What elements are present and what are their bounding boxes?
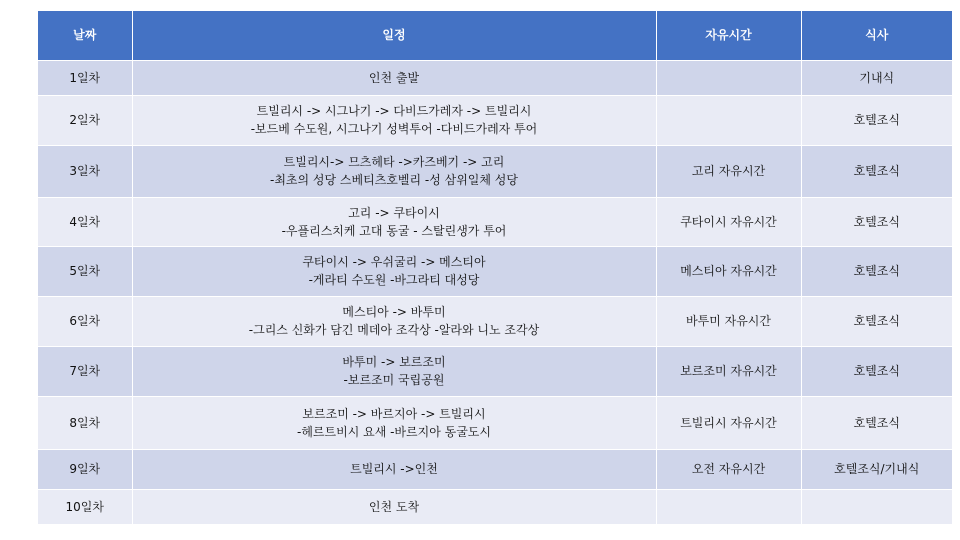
header-row [38, 11, 952, 60]
schedule-line: -보르조미 국립공원 [343, 373, 445, 387]
free-time-cell: 바투미 자유시간 [656, 296, 801, 346]
meal-cell: 호텔조식 [801, 197, 952, 246]
schedule-cell [132, 197, 656, 246]
meal-cell [801, 489, 952, 524]
schedule-line: 고리 -> 쿠타이시 [348, 205, 440, 220]
schedule-line: 메스티아 -> 바투미 [342, 305, 446, 319]
table-header [38, 11, 952, 60]
table-row [38, 246, 952, 296]
meal-cell: 호텔조식 [801, 246, 952, 296]
schedule-line: -보드베 수도원, 시그나기 성벽투어 -다비드가레자 투어 [250, 122, 538, 136]
day-cell: 9일차 [38, 449, 132, 489]
free-time-cell: 고리 자유시간 [656, 145, 801, 197]
schedule-cell [132, 145, 656, 197]
free-time-cell: 트빌리시 자유시간 [656, 396, 801, 449]
schedule-line: 트빌리시 -> 시그나기 -> 다비드가레자 -> 트빌리시 [256, 104, 532, 118]
schedule-line: 인천 출발 [368, 70, 420, 85]
schedule-line: 쿠타이시 -> 우쉬굴리 -> 메스티아 [302, 255, 486, 269]
schedule-line: -최초의 성당 스베티츠호벨리 -성 삼위일체 성당 [270, 173, 518, 187]
free-time-cell: 쿠타이시 자유시간 [656, 197, 801, 246]
schedule-line: -게라티 수도원 -바그라티 대성당 [308, 273, 480, 287]
day-cell: 5일차 [38, 246, 132, 296]
schedule-line: 바투미 -> 보르조미 [342, 355, 446, 369]
schedule-line: -우플리스치케 고대 동굴 - 스탈린생가 투어 [281, 223, 507, 238]
table-row [38, 489, 952, 524]
meal-cell: 호텔조식/기내식 [801, 449, 952, 489]
schedule-cell [132, 489, 656, 524]
meal-cell: 호텔조식 [801, 346, 952, 396]
schedule-line: 인천 도착 [368, 499, 420, 514]
free-time-cell: 오전 자유시간 [656, 449, 801, 489]
table-row [38, 145, 952, 197]
schedule-line: 트빌리시 ->인천 [350, 462, 438, 476]
day-cell: 8일차 [38, 396, 132, 449]
day-cell: 10일차 [38, 489, 132, 524]
meal-cell: 호텔조식 [801, 296, 952, 346]
schedule-line: 보르조미 -> 바르지아 -> 트빌리시 [302, 406, 486, 421]
schedule-cell [132, 449, 656, 489]
schedule-line: 트빌리시-> 므츠헤타 ->카즈베기 -> 고리 [283, 155, 505, 169]
table-row [38, 346, 952, 396]
table-row [38, 95, 952, 145]
free-time-cell [656, 95, 801, 145]
table-row [38, 197, 952, 246]
day-cell: 6일차 [38, 296, 132, 346]
header-schedule: 일정 [132, 11, 656, 60]
day-cell: 4일차 [38, 197, 132, 246]
schedule-line: -헤르트비시 요새 -바르지아 동굴도시 [297, 424, 491, 439]
schedule-cell [132, 95, 656, 145]
free-time-cell [656, 60, 801, 95]
schedule-line: -그리스 신화가 담긴 메데아 조각상 -알라와 니노 조각상 [248, 323, 540, 337]
day-cell: 2일차 [38, 95, 132, 145]
header-meal: 식사 [801, 11, 952, 60]
table-row [38, 449, 952, 489]
meal-cell: 기내식 [801, 60, 952, 95]
day-cell: 1일차 [38, 60, 132, 95]
header-free-time: 자유시간 [656, 11, 801, 60]
header-date: 날짜 [38, 11, 132, 60]
free-time-cell: 메스티아 자유시간 [656, 246, 801, 296]
free-time-cell: 보르조미 자유시간 [656, 346, 801, 396]
meal-cell: 호텔조식 [801, 396, 952, 449]
day-cell: 3일차 [38, 145, 132, 197]
meal-cell: 호텔조식 [801, 95, 952, 145]
table-row [38, 396, 952, 449]
table-row [38, 296, 952, 346]
itinerary-table [38, 11, 952, 525]
schedule-cell [132, 396, 656, 449]
table-row [38, 60, 952, 95]
schedule-cell [132, 60, 656, 95]
meal-cell: 호텔조식 [801, 145, 952, 197]
table-body [38, 60, 952, 524]
free-time-cell [656, 489, 801, 524]
schedule-cell [132, 346, 656, 396]
day-cell: 7일차 [38, 346, 132, 396]
schedule-cell [132, 246, 656, 296]
schedule-cell [132, 296, 656, 346]
